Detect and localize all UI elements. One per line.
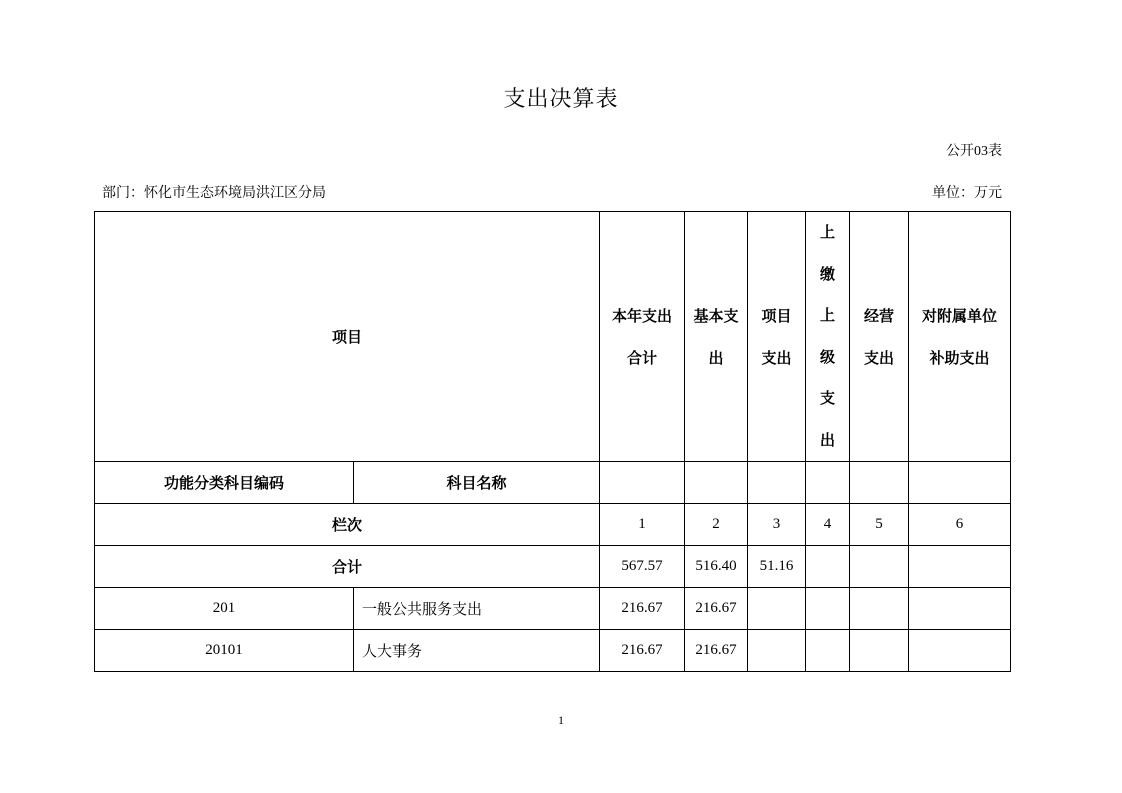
total-cell [909,546,1011,588]
row-cell: 216.67 [600,630,685,672]
row-cell [748,588,806,630]
row-cell: 216.67 [685,630,748,672]
row-cell: 216.67 [685,588,748,630]
row-cell [806,588,850,630]
row-cell [748,630,806,672]
row-cell [806,630,850,672]
unit-label: 单位：万元 [932,185,1002,201]
sub-header-row [95,462,1011,504]
page-number: 1 [558,713,564,727]
index-cell: 6 [909,504,1011,546]
row-cell [850,630,909,672]
table-row [95,630,1011,672]
total-cell: 51.16 [748,546,806,588]
index-cell: 5 [850,504,909,546]
form-number: 公开03表 [946,144,1002,159]
total-cell: 567.57 [600,546,685,588]
header-col-subsidiary: 对附属单位 补助支出 [909,212,1011,462]
index-cell: 3 [748,504,806,546]
page-title: 支出决算表 [503,87,619,112]
sub-header-name: 科目名称 [354,462,600,504]
total-cell [806,546,850,588]
row-name: 人大事务 [354,630,600,672]
index-cell: 1 [600,504,685,546]
expense-table [94,211,1011,672]
header-col-remit-upper: 上 缴 上 级 支 出 [806,212,850,462]
row-cell [909,630,1011,672]
row-code: 20101 [95,630,354,672]
header-row [95,212,1011,462]
row-name: 一般公共服务支出 [354,588,600,630]
header-col-operating: 经营 支出 [850,212,909,462]
row-cell [909,588,1011,630]
row-cell: 216.67 [600,588,685,630]
index-label: 栏次 [95,504,600,546]
table-row [95,588,1011,630]
total-cell: 516.40 [685,546,748,588]
row-code: 201 [95,588,354,630]
sub-header-code: 功能分类科目编码 [95,462,354,504]
index-cell: 4 [806,504,850,546]
department-label: 部门：怀化市生态环境局洪江区分局 [102,185,326,201]
total-cell [850,546,909,588]
total-label: 合计 [95,546,600,588]
total-row [95,546,1011,588]
header-col-total: 本年支出 合计 [600,212,685,462]
header-col-basic: 基本支 出 [685,212,748,462]
header-item: 项目 [95,212,600,462]
row-cell [850,588,909,630]
index-row [95,504,1011,546]
index-cell: 2 [685,504,748,546]
header-col-project: 项目 支出 [748,212,806,462]
